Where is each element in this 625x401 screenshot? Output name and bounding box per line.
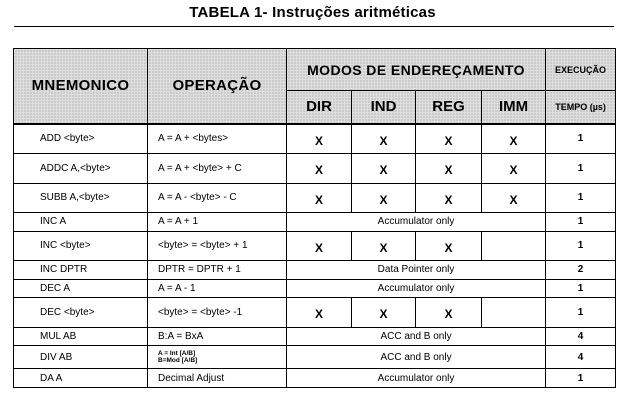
mode-mark: X bbox=[416, 124, 482, 154]
time-cell: 1 bbox=[546, 213, 616, 232]
time-cell: 2 bbox=[546, 260, 616, 279]
table-title: TABELA 1- Instruções aritméticas bbox=[189, 4, 436, 21]
mode-mark: X bbox=[352, 231, 416, 260]
operation-line: A = Int [A/B] bbox=[158, 350, 196, 358]
operation-line: B=Mod [A/B] bbox=[158, 357, 198, 365]
table-row bbox=[14, 183, 616, 212]
operation-cell: A = A - <byte> - C bbox=[148, 183, 287, 212]
mnemonic-cell: ADD <byte> bbox=[14, 124, 148, 154]
mode-mark: X bbox=[482, 124, 546, 154]
time-cell: 1 bbox=[546, 154, 616, 183]
mode-mark: X bbox=[352, 124, 416, 154]
mode-note: Data Pointer only bbox=[287, 260, 546, 279]
operation-cell: A = A + 1 bbox=[148, 213, 287, 232]
empty-mode-cell bbox=[482, 298, 546, 327]
table-row bbox=[14, 327, 616, 346]
mnemonic-cell: SUBB A,<byte> bbox=[14, 183, 148, 212]
mode-note: Accumulator only bbox=[287, 279, 546, 298]
table-row bbox=[14, 260, 616, 279]
mode-mark: X bbox=[287, 231, 352, 260]
time-cell: 4 bbox=[546, 327, 616, 346]
table-row bbox=[14, 298, 616, 327]
mnemonic-cell: DIV AB bbox=[14, 346, 148, 369]
mode-mark: X bbox=[352, 298, 416, 327]
mnemonic-cell: INC DPTR bbox=[14, 260, 148, 279]
time-cell: 4 bbox=[546, 346, 616, 369]
operation-cell: <byte> = <byte> -1 bbox=[148, 298, 287, 327]
operation-cell: <byte> = <byte> + 1 bbox=[148, 231, 287, 260]
mode-mark: X bbox=[287, 183, 352, 212]
operation-cell: A = A + <byte> + C bbox=[148, 154, 287, 183]
mnemonic-cell: INC A bbox=[14, 213, 148, 232]
mode-note: ACC and B only bbox=[287, 346, 546, 369]
mode-note: Accumulator only bbox=[287, 213, 546, 232]
operation-cell: Decimal Adjust bbox=[148, 369, 287, 388]
table-row bbox=[14, 279, 616, 298]
table-row bbox=[14, 154, 616, 183]
mode-mark: X bbox=[482, 183, 546, 212]
mode-mark: X bbox=[416, 298, 482, 327]
time-cell: 1 bbox=[546, 369, 616, 388]
mode-mark: X bbox=[482, 154, 546, 183]
empty-mode-cell bbox=[482, 231, 546, 260]
arithmetic-instructions-table bbox=[13, 48, 616, 388]
mnemonic-cell: ADDC A,<byte> bbox=[14, 154, 148, 183]
table-row bbox=[14, 124, 616, 154]
mode-note: Accumulator only bbox=[287, 369, 546, 388]
operation-cell: A = A + <bytes> bbox=[148, 124, 287, 154]
mode-mark: X bbox=[287, 124, 352, 154]
mode-mark: X bbox=[352, 154, 416, 183]
mnemonic-cell: MUL AB bbox=[14, 327, 148, 346]
operation-cell bbox=[148, 346, 287, 369]
operation-cell: B:A = BxA bbox=[148, 327, 287, 346]
header-imm: IMM bbox=[482, 91, 546, 124]
mode-mark: X bbox=[287, 154, 352, 183]
title-underline bbox=[14, 26, 614, 27]
header-dir: DIR bbox=[287, 91, 352, 124]
time-cell: 1 bbox=[546, 279, 616, 298]
mnemonic-cell: INC <byte> bbox=[14, 231, 148, 260]
mnemonic-cell: DEC A bbox=[14, 279, 148, 298]
header-execucao: EXECUÇÃO bbox=[546, 49, 616, 91]
mnemonic-cell: DEC <byte> bbox=[14, 298, 148, 327]
table-row bbox=[14, 346, 616, 369]
mode-mark: X bbox=[416, 154, 482, 183]
header-tempo: TEMPO (µs) bbox=[546, 91, 616, 124]
time-cell: 1 bbox=[546, 298, 616, 327]
mode-mark: X bbox=[352, 183, 416, 212]
header-modos: MODOS DE ENDEREÇAMENTO bbox=[287, 49, 546, 91]
time-cell: 1 bbox=[546, 231, 616, 260]
time-cell: 1 bbox=[546, 124, 616, 154]
mode-note: ACC and B only bbox=[287, 327, 546, 346]
table-row bbox=[14, 213, 616, 232]
table-row bbox=[14, 369, 616, 388]
header-ind: IND bbox=[352, 91, 416, 124]
mode-mark: X bbox=[416, 183, 482, 212]
operation-cell: A = A - 1 bbox=[148, 279, 287, 298]
mnemonic-cell: DA A bbox=[14, 369, 148, 388]
header-reg: REG bbox=[416, 91, 482, 124]
mode-mark: X bbox=[287, 298, 352, 327]
mode-mark: X bbox=[416, 231, 482, 260]
table-row bbox=[14, 231, 616, 260]
time-cell: 1 bbox=[546, 183, 616, 212]
operation-cell: DPTR = DPTR + 1 bbox=[148, 260, 287, 279]
header-mnemonico: MNEMONICO bbox=[14, 49, 148, 124]
header-operacao: OPERAÇÃO bbox=[148, 49, 287, 124]
